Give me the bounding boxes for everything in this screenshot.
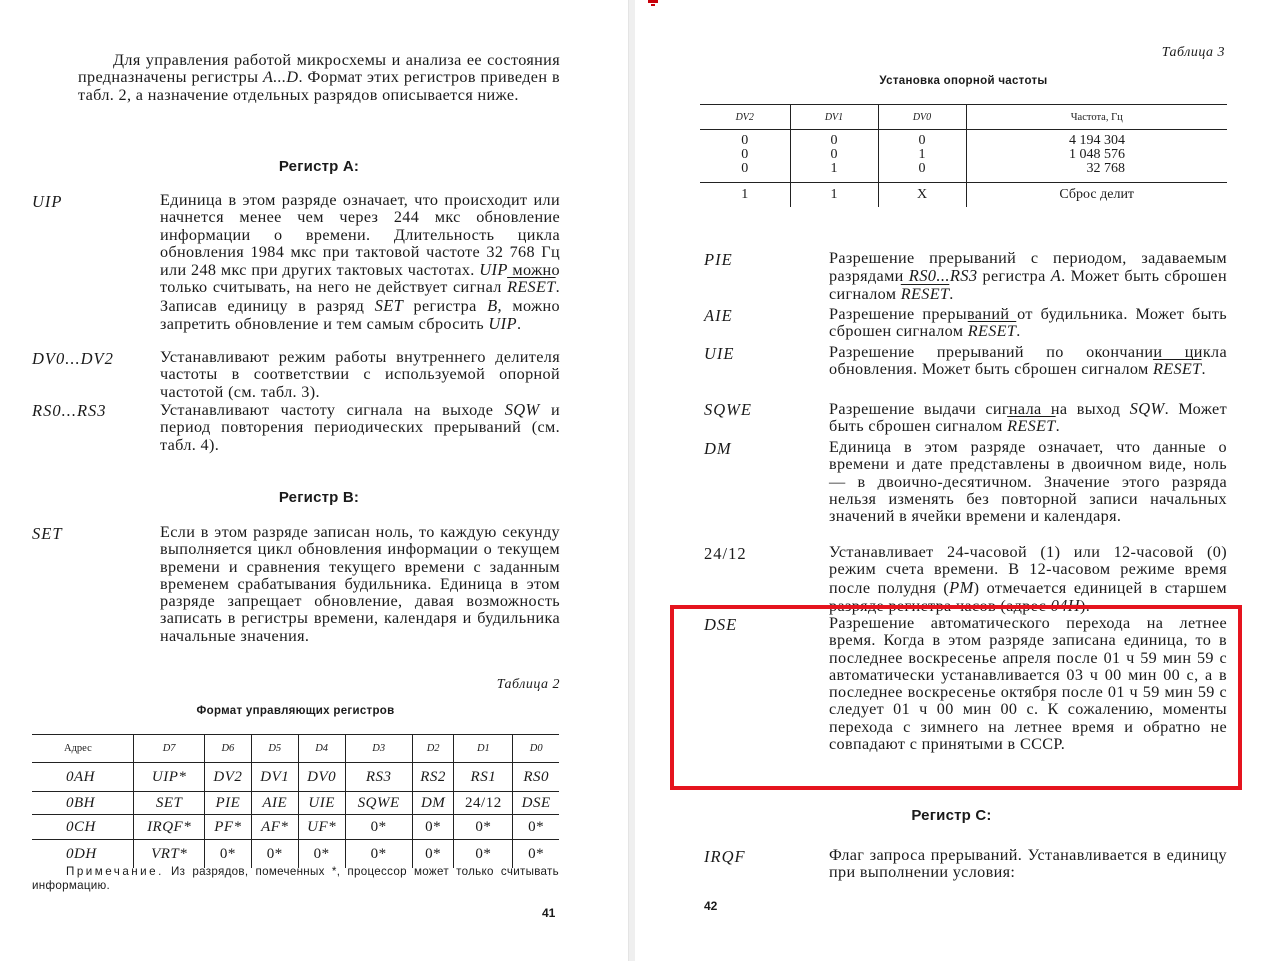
term-irqf: IRQF [704, 847, 746, 866]
table-cell: RS3 [345, 763, 412, 792]
table-cell [790, 130, 878, 183]
def-text: можно только считывать, на него не действует сигнал [160, 261, 560, 297]
def-text: регистра [403, 296, 488, 315]
def-text: Разрешение прерываний от будильника. Может быть сброшен сигналом [829, 305, 1227, 341]
table-cell: AF* [251, 815, 298, 840]
table-cell: 0* [454, 840, 513, 869]
def-dm: Единица в этом разряде означает, что данные о времени и дате представлены в двоичном виде, ноль — в двоично-десятичном. Значение этого разряда нельзя изменять без повторной записи начальных значений в ячейки времени и календаря. [829, 438, 1227, 526]
def-italic: B, [487, 295, 502, 315]
table-header-cell: DV2 [700, 105, 790, 130]
table-row [700, 130, 1227, 183]
reset-signal: RESET [900, 284, 950, 303]
term-dv0-dv2: DV0...DV2 [32, 349, 114, 368]
table-cell: UIE [298, 792, 345, 815]
cell-value: 1 [918, 147, 926, 162]
table-cell: PF* [204, 815, 251, 840]
table-cell: 0* [513, 815, 559, 840]
table-cell: DSE [513, 792, 559, 815]
term-aie: AIE [704, 306, 733, 325]
table-cell: AIE [251, 792, 298, 815]
table-header-cell: D0 [513, 735, 559, 763]
cell-value: 0 [918, 133, 926, 148]
cell-value: 0 [741, 133, 749, 148]
cell-value: 0 [741, 161, 749, 176]
table-header-cell: Частота, Гц [966, 105, 1227, 130]
table-cell: 0BH [32, 792, 134, 815]
def-italic: SQW [1129, 399, 1165, 418]
table-cell: IRQF* [134, 815, 205, 840]
cell-value: 0 [918, 161, 926, 176]
cell-value: 0 [830, 133, 838, 148]
cell-value: 0 [830, 147, 838, 162]
table-cell: 0* [204, 840, 251, 869]
table-cell: 1 [700, 183, 790, 208]
table2-note [32, 865, 559, 893]
note-text: Из разрядов, помеченных *, процессор может только считывать информацию. [32, 865, 559, 892]
table-row [32, 792, 559, 815]
def-dse: Разрешение автоматического перехода на летнее время. Когда в этом разряде записана единица, то в последнее воскресенье апреля после 01 ч 59 мин 59 с автоматически устанавливается 03 ч 00 мин 00 с, а в последнее воскресенье октября после 01 ч 59 мин 59 с следует 01 ч 00 мин 00 с. К сожалению, моменты перехода с зимнего на летнее время и обратно не совпадают с принятыми в СССР. [829, 614, 1227, 754]
table-cell: PIE [204, 792, 251, 815]
table-row [32, 815, 559, 840]
reset-signal: RESET [1153, 360, 1202, 379]
note-label: Примечание. [66, 865, 164, 878]
def-sqwe [829, 400, 1227, 436]
cell-value: 1 048 576 [1069, 147, 1125, 162]
dse-highlight-box [670, 605, 1242, 790]
def-text: ). [1080, 596, 1091, 615]
table-row [32, 840, 559, 869]
table-cell: DV0 [298, 763, 345, 792]
term-24-12: 24/12 [704, 544, 747, 563]
table2-title: Формат управляющих регистров [196, 705, 395, 717]
table-header-cell: D4 [298, 735, 345, 763]
register-c-heading: Регистр С: [911, 807, 992, 824]
def-text: . [1201, 360, 1206, 379]
table-cell: 0* [454, 815, 513, 840]
table-cell: 0* [513, 840, 559, 869]
def-italic: SET [374, 295, 404, 315]
def-aie [829, 306, 1227, 341]
table-cell: 0* [251, 840, 298, 869]
table-cell: DM [412, 792, 454, 815]
table-cell: 0* [298, 840, 345, 869]
term-dm: DM [704, 439, 732, 458]
term-uie: UIE [704, 344, 735, 363]
reset-signal: RESET [967, 322, 1017, 341]
register-a-heading: Регистр А: [278, 158, 360, 175]
reference-frequency-table [700, 104, 1227, 207]
table-cell: 0* [412, 815, 454, 840]
table-cell: UF* [298, 815, 345, 840]
cell-value: 0 [741, 147, 749, 162]
def-irqf: Флаг запроса прерываний. Устанавливается в единицу при выполнении условия: [829, 846, 1227, 882]
term-uip: UIP [32, 192, 63, 211]
table-row [32, 763, 559, 792]
table-header-cell: D1 [454, 735, 513, 763]
table-cell: DV2 [204, 763, 251, 792]
term-pie: PIE [704, 250, 733, 269]
register-format-table [32, 734, 559, 868]
def-text: и период повторения периодических прерываний (см. табл. 4). [160, 401, 560, 454]
table-cell: 24/12 [454, 792, 513, 815]
table-cell: VRT* [134, 840, 205, 869]
def-italic: A [1050, 266, 1062, 286]
table-cell: Сброс делит [966, 183, 1227, 208]
table-cell: 0AH [32, 763, 134, 792]
def-text: . [1016, 322, 1021, 341]
def-text: Разрешение прерываний с периодом, задаваемым разрядами [829, 249, 1227, 286]
reset-signal: RESET [507, 278, 556, 297]
def-set: Если в этом разряде записан ноль, то каждую секунду выполняется цикл обновления информации о текущем времени и сравнения текущего времени с заданным временем срабатывания будильника. Единица в этом разряде запрещает обновление, давая возможность записать в регистры времени, календаря и будильника начальные значения. [160, 523, 560, 645]
term-dse: DSE [704, 615, 738, 634]
table-header-row [32, 735, 559, 763]
def-dv0-dv2: Устанавливают режим работы внутреннего делителя частоты в соответствии с используемой опорной частотой (см. табл. 3). [160, 348, 560, 401]
def-italic: PM [949, 577, 974, 597]
register-b-heading: Регистр В: [278, 489, 360, 506]
def-text: . [516, 315, 522, 334]
def-text: . Записав единицу в разряд [160, 278, 560, 315]
def-text: Единица в этом разряде означает, что происходит или начнется менее чем через 244 мкс обновление информации о времени. Длительность цикла обновления 1984 мкс при тактовой частоте 32 768 Гц или 248 мкс при других тактовых частотах. [160, 191, 560, 280]
table-header-row [700, 105, 1227, 130]
intro-text: Для управления работой микросхемы и анализа ее состояния предназначены регистры [78, 51, 560, 87]
def-rs0-rs3 [160, 401, 560, 454]
table-header-cell: D7 [134, 735, 205, 763]
table2-caption: Таблица 2 [496, 677, 560, 692]
def-italic: 04H [1050, 595, 1081, 615]
table-header-cell: Адрес [32, 735, 134, 763]
table-cell [878, 130, 966, 183]
term-sqwe: SQWE [704, 400, 752, 419]
table-cell: RS1 [454, 763, 513, 792]
def-text: Устанавливает 24-часовой (1) или 12-часовой (0) режим счета времени. В 12-часовом режиме время после полудня ( [829, 543, 1227, 597]
table-cell: DV1 [251, 763, 298, 792]
def-pie [829, 250, 1227, 303]
term-rs0-rs3: RS0...RS3 [32, 401, 107, 420]
def-text: . [949, 284, 954, 303]
table-header-cell: D2 [412, 735, 454, 763]
table3-title: Установка опорной частоты [879, 75, 1048, 87]
table-cell: 0DH [66, 845, 97, 862]
table-header-cell: DV1 [790, 105, 878, 130]
table-cell: UIP* [134, 763, 205, 792]
intro-regs: A...D [262, 68, 299, 87]
page-number: 41 [542, 906, 556, 920]
table-cell: X [878, 183, 966, 208]
left-page [0, 0, 628, 961]
table-cell: 0CH [32, 815, 134, 840]
table-cell: RS0 [513, 763, 559, 792]
table-header-cell: D5 [251, 735, 298, 763]
page-number: 42 [704, 899, 718, 913]
def-uie [829, 344, 1227, 379]
cell-value: 4 194 304 [1069, 133, 1125, 148]
def-text: Разрешение прерываний по окончании цикла обновления. Может быть сброшен сигналом [829, 343, 1227, 379]
cell-value: 1 [830, 161, 838, 176]
def-text: . Может быть сброшен сигналом [829, 400, 1227, 436]
table-cell: SQWE [345, 792, 412, 815]
def-text: регистра [977, 267, 1051, 286]
def-text: ) отмечается единицей в старшем разряде регистра часов (адрес [829, 578, 1227, 615]
def-text: . [1055, 417, 1061, 436]
table-header-cell: D3 [345, 735, 412, 763]
def-text: Разрешение выдачи сигнала на выход [829, 400, 1130, 418]
table-cell [700, 130, 790, 183]
def-italic: RS0...RS3 [908, 266, 978, 286]
def-text: . Может быть сброшен сигналом [829, 267, 1227, 303]
def-text: Устанавливают частоту сигнала на выходе [160, 401, 505, 419]
table-cell: 0* [412, 840, 454, 869]
table-header-cell: D6 [204, 735, 251, 763]
def-italic: UIP [488, 314, 517, 334]
intro-paragraph [78, 52, 560, 104]
table-cell: RS2 [412, 763, 454, 792]
table-cell: 0* [345, 815, 412, 840]
def-italic: SQW [504, 400, 540, 419]
def-italic: UIP [479, 260, 508, 280]
table-header-cell: DV0 [878, 105, 966, 130]
term-set: SET [32, 524, 63, 543]
table-cell [966, 130, 1227, 183]
cell-value: 32 768 [1086, 161, 1125, 176]
table-row [700, 183, 1227, 208]
def-text: можно запретить обновление и тем самым сбросить [160, 296, 560, 334]
reset-signal: RESET [1007, 417, 1056, 436]
intro-text-end: . Формат этих регистров приведен в табл. 2, а назначение отдельных разрядов описывается ниже. [78, 68, 560, 104]
table3-caption: Таблица 3 [1161, 45, 1225, 60]
def-uip [160, 192, 560, 333]
table-cell: 0* [345, 840, 412, 869]
table-cell: 1 [790, 183, 878, 208]
table-cell: SET [134, 792, 205, 815]
